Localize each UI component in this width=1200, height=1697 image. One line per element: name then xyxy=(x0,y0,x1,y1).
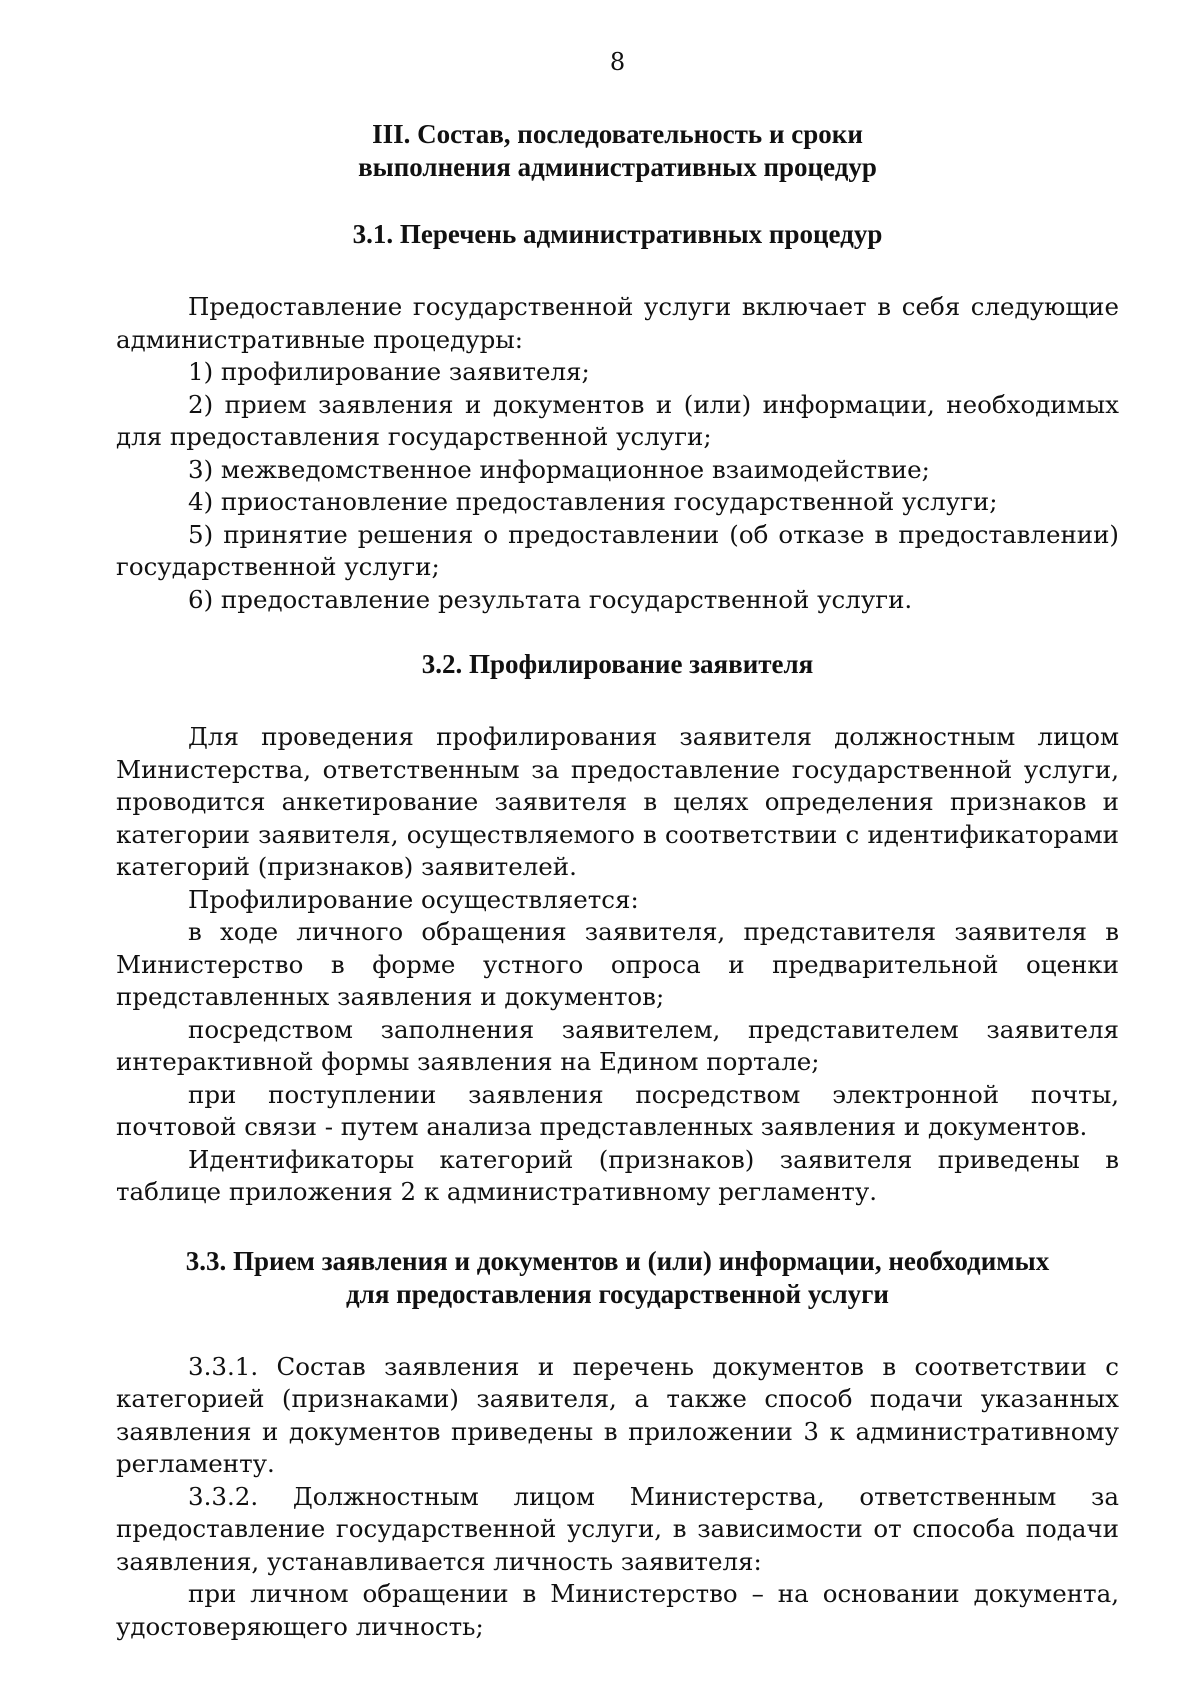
page-number: 8 xyxy=(609,48,626,76)
section-3-2-paragraph: Идентификаторы категорий (признаков) заявителя приведены в таблице приложения 2 к административному регламенту. xyxy=(116,1144,1119,1206)
section-3-2-paragraph: при поступлении заявления посредством электронной почты, почтовой связи - путем анализа представленных заявления и документов. xyxy=(116,1079,1119,1141)
procedure-list-item: 4) приостановление предоставления государственной услуги; xyxy=(188,487,998,516)
section-3-3-paragraph: 3.3.2. Должностным лицом Министерства, ответственным за предоставление государственной услуги, в зависимости от способа подачи заявления, устанавливается личность заявителя: xyxy=(116,1481,1119,1576)
section-3-3-title-line-2: для предоставления государственной услуги xyxy=(346,1278,889,1309)
section-3-2-paragraph: посредством заполнения заявителем, представителем заявителя интерактивной формы заявления на Едином портале; xyxy=(116,1014,1119,1076)
chapter-title-line-1: III. Состав, последовательность и сроки xyxy=(372,119,863,149)
section-3-2-body xyxy=(116,721,1119,1209)
chapter-title-line-2: выполнения административных процедур xyxy=(358,152,877,182)
section-3-3-title xyxy=(116,1245,1119,1311)
section-3-3-paragraph: 3.3.1. Состав заявления и перечень документов в соответствии с категорией (признаками) заявителя, а также способ подачи указанных заявления и документов приведены в приложении 3 к административному регламенту. xyxy=(116,1351,1119,1478)
section-3-2-paragraph: Для проведения профилирования заявителя должностным лицом Министерства, ответственным за предоставление государственной услуги, проводится анкетирование заявителя в целях определения признаков и категории заявителя, осуществляемого в соответствии с идентификаторами категорий (признаков) заявителей. xyxy=(116,722,1119,881)
section-3-2-paragraph: Профилирование осуществляется: xyxy=(188,884,639,914)
section-3-3-body xyxy=(116,1351,1119,1644)
page-content xyxy=(116,118,1119,1643)
section-3-3-title-line-1: 3.3. Прием заявления и документов и (или) информации, необходимых xyxy=(185,1245,1050,1276)
chapter-title xyxy=(116,118,1119,184)
section-3-2-title: 3.2. Профилирование заявителя xyxy=(421,649,814,679)
section-3-1-paragraph: Предоставление государственной услуги включает в себя следующие административные процедуры: xyxy=(116,292,1119,354)
procedure-list-item: 5) принятие решения о предоставлении (об отказе в предоставлении) государственной услуги; xyxy=(116,519,1119,581)
procedure-list-item: 6) предоставление результата государственной услуги. xyxy=(188,584,913,614)
procedure-list-item: 1) профилирование заявителя; xyxy=(188,357,590,386)
procedure-list-item: 2) прием заявления и документов и (или) информации, необходимых для предоставления государственной услуги; xyxy=(116,389,1119,451)
section-3-2-paragraph: в ходе личного обращения заявителя, представителя заявителя в Министерство в форме устного опроса и предварительной оценки представленных заявления и документов; xyxy=(116,917,1119,1011)
procedure-list-item: 3) межведомственное информационное взаимодействие; xyxy=(188,454,930,484)
section-3-1-body xyxy=(116,291,1119,616)
section-3-3-paragraph: при личном обращении в Министерство – на основании документа, удостоверяющего личность; xyxy=(116,1579,1119,1641)
section-3-1-title: 3.1. Перечень административных процедур xyxy=(352,219,883,249)
